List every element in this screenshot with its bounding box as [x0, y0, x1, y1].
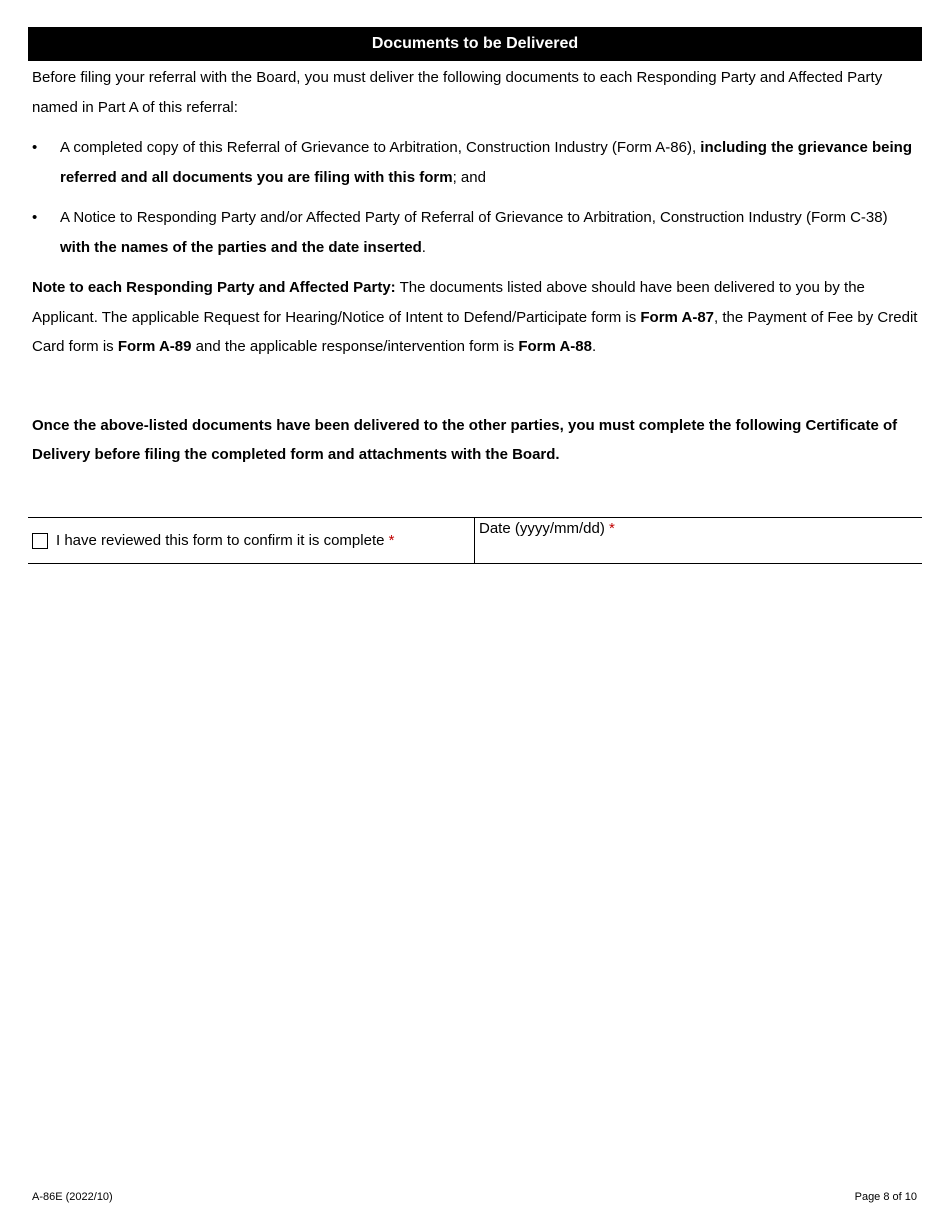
- required-marker: *: [388, 532, 395, 549]
- page: [28, 27, 922, 470]
- note-text: The documents listed above should have been delivered to you by the Applicant. The applicable Request for Hearing/Notice of Intent to Defend/Participate form is: [32, 279, 865, 326]
- note-label: Note to each Responding Party and Affected Party:: [32, 279, 396, 296]
- list-item-tail: ; and: [452, 168, 486, 186]
- form-reference: Form A-88: [518, 338, 592, 355]
- document-list: [32, 133, 918, 262]
- list-item: [32, 203, 918, 262]
- section-content: [28, 63, 922, 470]
- confirm-cell: [28, 518, 475, 563]
- bullet-icon: •: [32, 209, 38, 226]
- note-text: , the Payment of Fee by Credit Card form is: [32, 308, 918, 355]
- list-item: [32, 133, 918, 192]
- date-label: Date (yyyy/mm/dd): [479, 520, 605, 537]
- form-reference: Form A-89: [117, 338, 192, 355]
- note-text: and the applicable response/intervention form is: [191, 338, 519, 355]
- list-item-emphasis: with the names of the parties and the date inserted: [60, 238, 422, 256]
- form-code: A-86E (2022/10): [32, 1191, 113, 1203]
- date-field[interactable]: [475, 518, 922, 563]
- closing-paragraph: Once the above-listed documents have been delivered to the other parties, you must complete the following Certificate of Delivery before filing the completed form and attachments with the Board.: [32, 416, 898, 463]
- list-item-tail: .: [421, 238, 426, 256]
- section-header: Documents to be Delivered: [28, 27, 922, 61]
- list-item-emphasis: including the grievance being referred and all documents you are filing with this form: [60, 139, 912, 186]
- intro-paragraph: Before filing your referral with the Board, you must deliver the following documents to each Responding Party and Affected Party named in Part A of this referral:: [32, 69, 883, 116]
- note-paragraph: [32, 273, 918, 362]
- note-text: .: [591, 338, 597, 355]
- bullet-icon: •: [32, 139, 38, 156]
- review-checkbox[interactable]: [32, 533, 48, 549]
- form-reference: Form A-87: [640, 308, 715, 326]
- confirmation-row: [28, 517, 922, 564]
- page-number: Page 8 of 10: [854, 1191, 917, 1203]
- checkbox-label: I have reviewed this form to confirm it is complete: [56, 532, 385, 549]
- required-marker: *: [609, 520, 615, 537]
- list-item-text: A completed copy of this Referral of Grievance to Arbitration, Construction Industry (Form A-86),: [60, 139, 701, 156]
- list-item-text: A Notice to Responding Party and/or Affected Party of Referral of Grievance to Arbitration, Construction Industry (Form C-38): [60, 209, 888, 226]
